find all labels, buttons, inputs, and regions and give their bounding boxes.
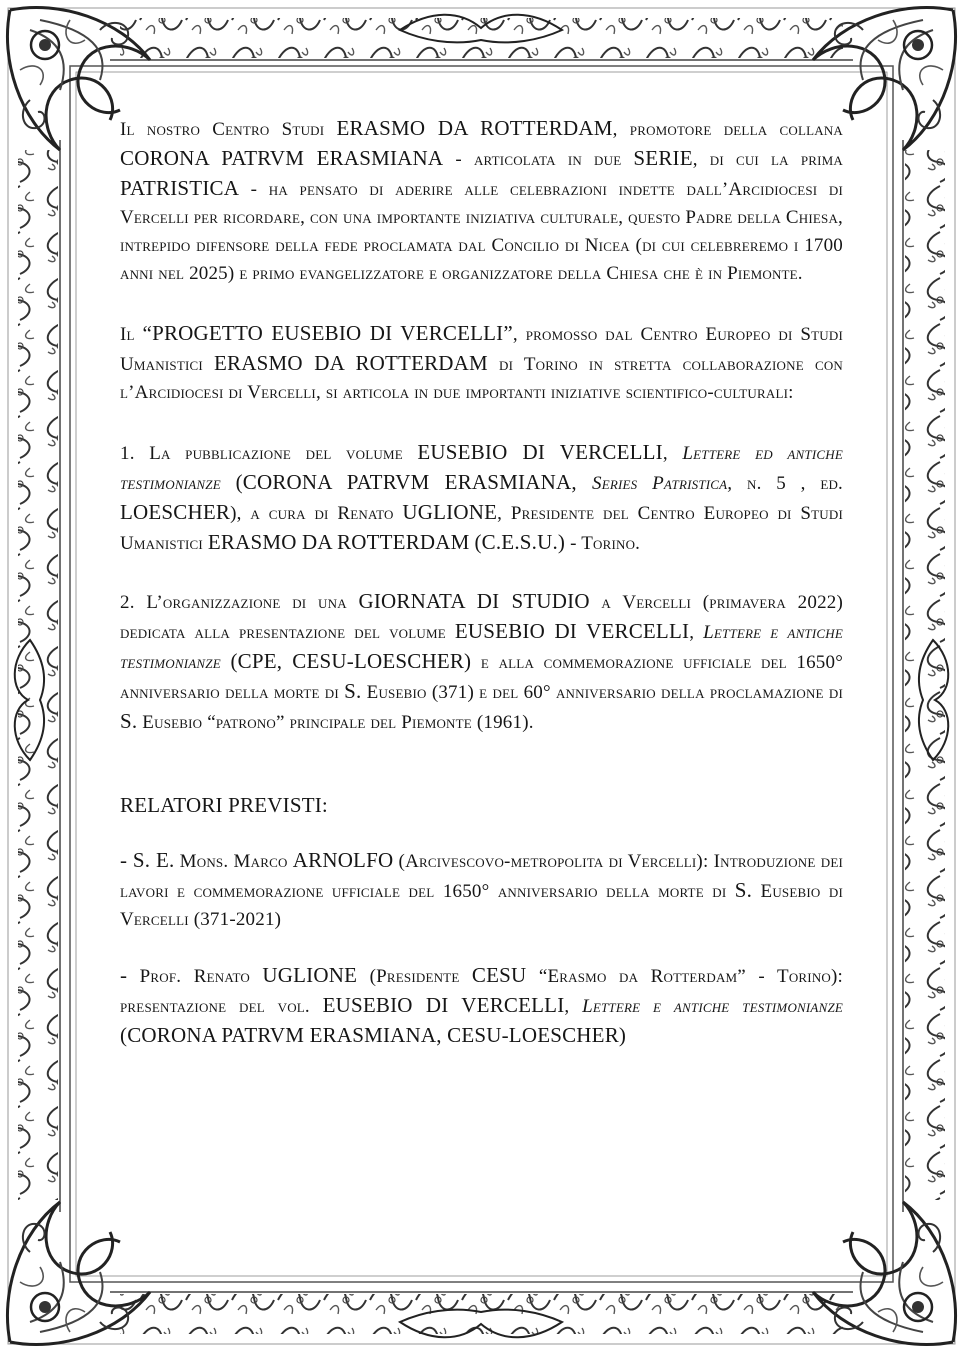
text-run: S.	[734, 878, 753, 902]
text-run: Eusebio “patrono” principale del Piemonte (1961).	[137, 712, 534, 733]
text-run: LOESCHER	[120, 500, 231, 524]
text-run: “Erasmo da Rotterdam” - Torino): presentazione del vol.	[120, 966, 844, 1017]
relatori-heading: RELATORI PREVISTI:	[120, 793, 328, 817]
text-run: Series Patristica,	[592, 473, 733, 494]
text-run: , di cui la prima	[692, 149, 844, 170]
text-run: Mons. Marco	[174, 851, 293, 872]
initiative-1-paragraph	[120, 438, 843, 558]
text-run: EUSEBIO DI VERCELLI	[454, 619, 690, 643]
text-run: - Torino.	[565, 533, 641, 554]
text-run: (Arcivescovo-metropolita di Vercelli): Introduzione dei lavori e commemorazione ufficiale del 1650° anniversario della morte di	[120, 851, 843, 902]
text-run: S.	[120, 709, 138, 733]
text-run: ,	[689, 622, 704, 643]
text-run: e alla commemorazione ufficiale del 1650° anniversario della morte di	[120, 652, 844, 703]
text-run	[221, 652, 231, 673]
text-run: 1. La pubblicazione del volume	[120, 443, 418, 464]
text-run: ERASMO DA ROTTERDAM	[336, 116, 613, 140]
text-run: (Presidente	[357, 966, 472, 987]
text-run: Eusebio di Vercelli (371-2021)	[120, 881, 843, 930]
text-run: , Presidente del Centro Europeo di Studi Umanistici	[120, 503, 843, 554]
relatore-arnolfo	[120, 846, 843, 934]
text-run: (CPE, CESU-LOESCHER)	[230, 649, 472, 673]
text-run: S.	[344, 679, 362, 703]
text-run: ARNOLFO	[292, 848, 394, 872]
initiative-2-paragraph	[120, 587, 843, 737]
text-run: Prof. Renato	[127, 966, 263, 987]
progetto-paragraph	[120, 319, 843, 407]
text-run: di Torino in stretta collaborazione con l’Arcidiocesi di Vercelli, si articola in due importanti iniziative scientifico-culturali:	[120, 354, 844, 403]
text-run: - S. E.	[120, 848, 175, 872]
text-run: Eusebio (371) e del 60° anniversario della proclamazione di	[361, 682, 843, 703]
text-run: SERIE	[633, 146, 693, 170]
relatore-uglione	[120, 961, 843, 1051]
text-run: Il	[120, 324, 143, 345]
text-run: -	[120, 963, 128, 987]
text-run: 2. L’organizzazione di una	[120, 592, 359, 613]
text-run: (CORONA PATRVM ERASMIANA,	[235, 470, 592, 494]
text-run: n. 5 , ed.	[732, 473, 843, 494]
text-run: CESU	[471, 963, 527, 987]
text-run: GIORNATA DI STUDIO	[358, 589, 590, 613]
text-run: ,	[662, 443, 683, 464]
text-run: - ha pensato di aderire alle celebrazioni indette dall’Arcidiocesi di Vercelli per ricordare, con una importante iniziativa culturale, questo Padre della Chiesa, intrepido difensore della fede proclamata dal Concilio di Nicea (di cui celebreremo i 1700 anni nel 2025) e primo evangelizzatore e organizzatore della Chiesa che è in Piemonte.	[120, 179, 843, 284]
text-run: ), a cura di Renato	[230, 503, 403, 524]
text-run: ERASMO DA ROTTERDAM	[213, 351, 488, 375]
text-run: a Vercelli (primavera 2022) dedicata alla presentazione del volume	[120, 592, 843, 643]
text-run: (CORONA PATRVM ERASMIANA, CESU-LOESCHER)	[120, 1023, 627, 1047]
text-run: UGLIONE	[262, 963, 358, 987]
text-run: “PROGETTO EUSEBIO DI VERCELLI”	[142, 321, 513, 345]
intro-paragraph	[120, 114, 843, 288]
text-run: , promotore della collana	[612, 119, 844, 140]
text-run: ,	[564, 996, 583, 1017]
text-run: CORONA PATRVM ERASMIANA	[120, 146, 444, 170]
document-body	[120, 114, 843, 1051]
text-run: Lettere e antiche testimonianze	[582, 996, 844, 1017]
text-run: EUSEBIO DI VERCELLI	[322, 993, 565, 1017]
text-run: Lettere e antiche testimonianze	[120, 622, 843, 673]
text-run: - articolata in due	[443, 149, 634, 170]
text-run: , promosso dal Centro Europeo di Studi Umanistici	[120, 324, 843, 375]
text-run: PATRISTICA	[120, 176, 240, 200]
text-run	[221, 473, 236, 494]
text-run: UGLIONE	[402, 500, 498, 524]
text-run: EUSEBIO DI VERCELLI	[417, 440, 663, 464]
text-run: Il nostro Centro Studi	[120, 119, 337, 140]
text-run: (C.E.S.U.)	[474, 530, 566, 554]
text-run: ERASMO DA ROTTERDAM	[207, 530, 470, 554]
text-run: Lettere ed antiche testimonianze	[120, 443, 843, 494]
